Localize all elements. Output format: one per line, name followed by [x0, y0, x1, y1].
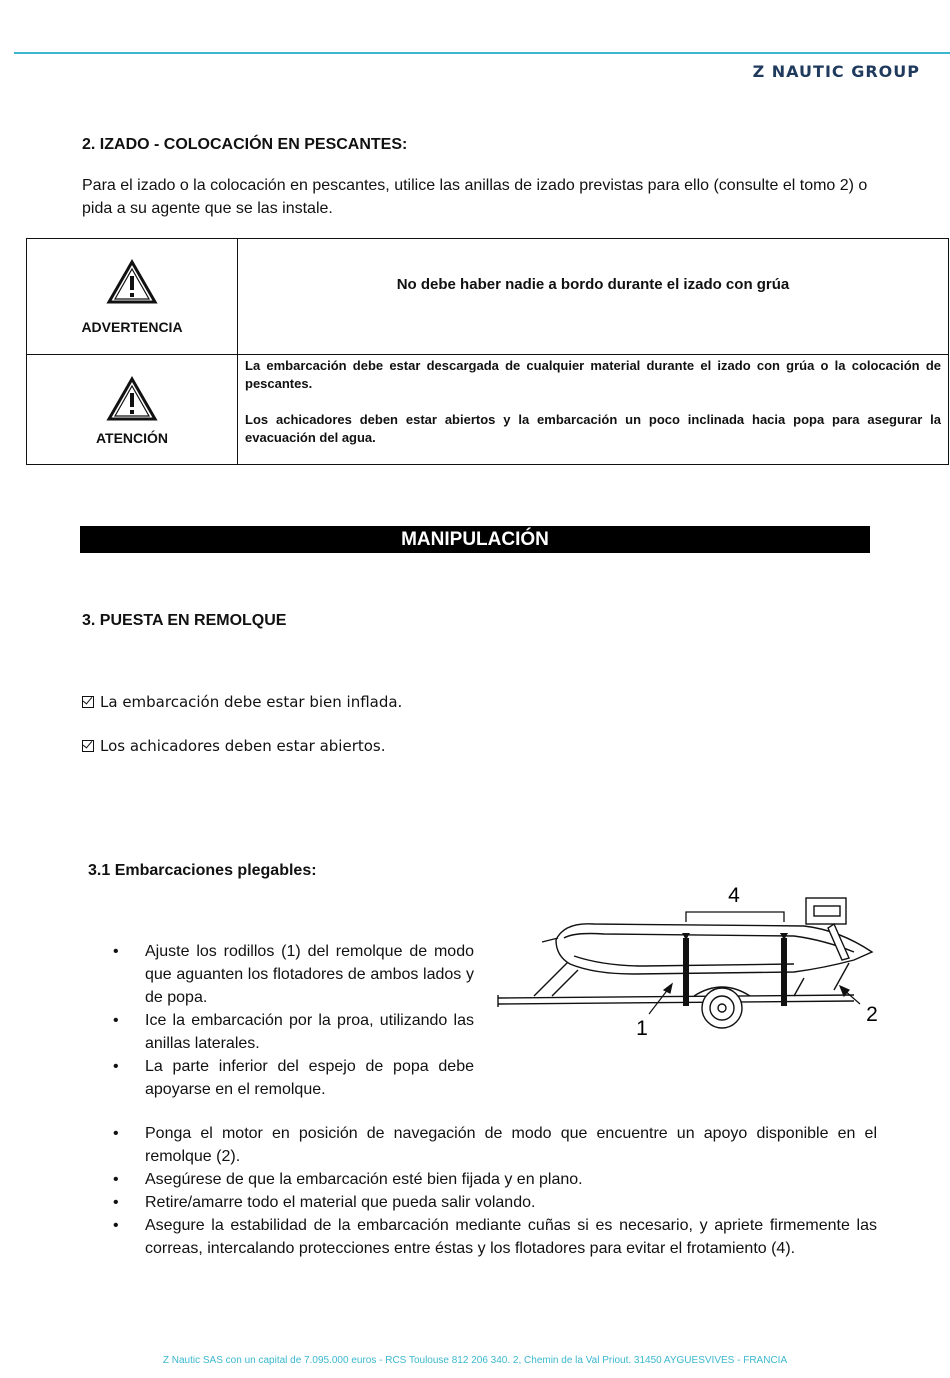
- section-2-paragraph: Para el izado o la colocación en pescantes, utilice las anillas de izado previstas para ello (consulte el tomo 2) o pida a su agente que se las instale.: [82, 177, 868, 217]
- header-rule: [14, 52, 950, 54]
- list-item: • Ponga el motor en posición de navegación de modo que encuentre un apoyo disponible en el remolque (2).: [82, 1122, 877, 1168]
- checkbox-checked-icon: [82, 740, 94, 752]
- caution-icon-cell: [27, 355, 238, 465]
- caution-text-bailers: Los achicadores deben estar abiertos y la embarcación un poco inclinada hacia popa para asegurar la evacuación del agua.: [245, 412, 941, 445]
- warning-icon-cell: [27, 239, 238, 355]
- list-item: • Asegure la estabilidad de la embarcación mediante cuñas si es necesario, y apriete firmemente las correas, intercalando protecciones entre éstas y los flotadores para evitar el frotamiento (4).: [82, 1214, 877, 1260]
- caution-text-cell: [238, 355, 949, 465]
- callout-leaders: [649, 984, 860, 1014]
- bullet-list-full: [82, 1122, 877, 1260]
- bullet-list-left: [82, 940, 474, 1101]
- caution-text-unloaded: La embarcación debe estar descargada de cualquier material durante el izado con grúa o la colocación de pescantes.: [245, 358, 941, 391]
- warning-text-cell: [238, 239, 949, 355]
- figure-label-2: 2: [866, 1003, 878, 1026]
- checklist-item: [82, 737, 386, 755]
- trailer-wheel: [694, 987, 750, 1028]
- section-3-title: 3. PUESTA EN REMOLQUE: [82, 612, 287, 629]
- subsection-3-1-title: 3.1 Embarcaciones plegables:: [88, 862, 317, 879]
- footer-company-info: Z Nautic SAS con un capital de 7.095.000 euros - RCS Toulouse 812 206 340. 2, Chemin de la Val Priout. 31450 AYGUESVIVES - FRANCIA: [162, 1355, 788, 1366]
- warning-row-advertencia: [27, 239, 949, 355]
- caution-text-block: [239, 356, 947, 447]
- figure-label-4: 4: [728, 884, 740, 907]
- figure-label-1: 1: [636, 1017, 648, 1040]
- warning-triangle-icon: [106, 259, 158, 305]
- warning-label-atencion: ATENCIÓN: [95, 430, 169, 446]
- warning-row-atencion: [27, 355, 949, 465]
- warning-text-no-one-aboard: No debe haber nadie a bordo durante el izado con grúa: [396, 276, 790, 293]
- list-item: • Asegúrese de que la embarcación esté bien fijada y en plano.: [82, 1168, 877, 1191]
- checklist-item-text: Los achicadores deben estar abiertos.: [100, 737, 386, 755]
- list-item: • Ice la embarcación por la proa, utilizando las anillas laterales.: [82, 1009, 474, 1055]
- section-banner: MANIPULACIÓN: [80, 526, 870, 553]
- list-item: • Retire/amarre todo el material que pueda salir volando.: [82, 1191, 877, 1214]
- strap-bracket: [686, 912, 784, 922]
- caution-triangle-icon: [106, 376, 158, 422]
- list-item: • La parte inferior del espejo de popa debe apoyarse en el remolque.: [82, 1055, 474, 1101]
- warning-label-advertencia: ADVERTENCIA: [81, 319, 183, 335]
- warning-table: [26, 238, 949, 465]
- section-2-title: 2. IZADO - COLOCACIÓN EN PESCANTES:: [82, 136, 408, 153]
- checklist-item-text: La embarcación debe estar bien inflada.: [100, 693, 403, 711]
- brand-logo-text: Z NAUTIC GROUP: [752, 62, 920, 81]
- checkbox-checked-icon: [82, 696, 94, 708]
- list-item: • Ajuste los rodillos (1) del remolque de modo que aguanten los flotadores de ambos lados y de popa.: [82, 940, 474, 1009]
- boat-trailer-figure: [494, 878, 894, 1063]
- checklist-item: [82, 693, 402, 711]
- boat-hull: [542, 924, 872, 974]
